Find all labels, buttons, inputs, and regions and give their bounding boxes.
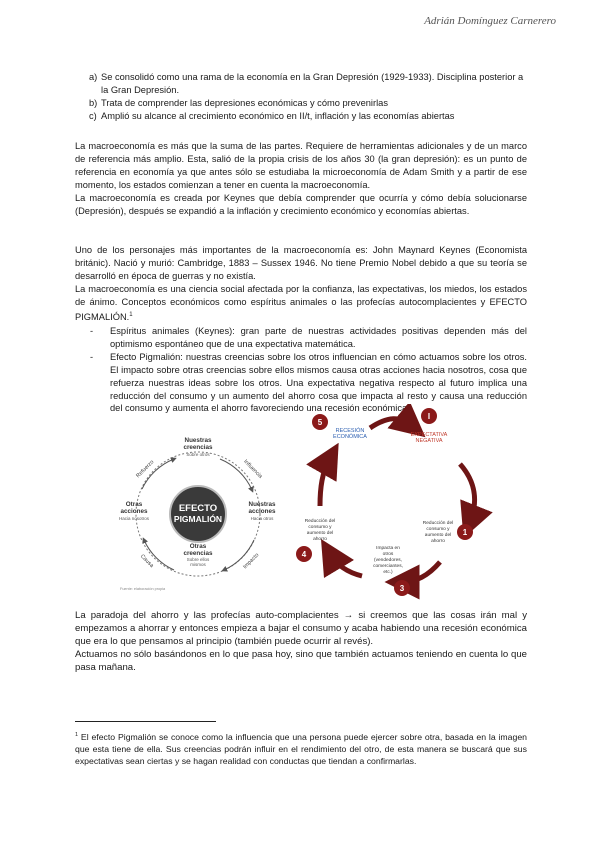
node-top-line1: Nuestras (184, 437, 212, 444)
step4-line1: Reducción del (304, 519, 336, 524)
footnote-text: El efecto Pigmalión se conoce como la influencia que una persona puede ejercer sobre otra, basada en la imagen que esta tiene de ella. Sus creencias podrán influir en el rendimiento del otro, de esta manera se buscará que sus expectativas sean ciertas y se hagan realidad con conductas que tiendan a confirmarlas. (75, 731, 528, 767)
cycle-arrow-2 (460, 464, 475, 522)
list-item-text: Trata de comprender las depresiones económicas y cómo prevenirlas (101, 97, 388, 108)
author-name: Adrián Domínguez Carnerero (424, 15, 556, 27)
recession-cycle-diagram (290, 404, 500, 600)
paragraph-macro-intro: La macroeconomía es más que la suma de las partes. Requiere de herramientas adicionales y de un marco de referencia más amplio. Esta, salió de la propia crisis de los años 30 (la gran depresión): es un punto de referencia en economía ya que antes sólo se estudiaba la microeconomía de Adam Smith y a partir de ese momento, los estados comienzan a tener en cuenta la macroeconomía. (75, 141, 527, 190)
paragraph-tomorrow: Actuamos no sólo basándonos en lo que pasa hoy, sino que también actuamos teniendo en cuenta lo que pasa mañana. (75, 649, 527, 674)
arc-label-bottom-right: Impacto (242, 552, 261, 571)
recession-line2: ECONÓMICA (333, 434, 367, 440)
concept-bullets (90, 325, 527, 415)
recession-line1: RECESIÓN (335, 428, 365, 434)
step1-line3: aumento del (424, 533, 452, 538)
footnote-divider (75, 721, 216, 722)
cycle-arrow-1 (370, 419, 412, 428)
footnote-marker: 1 (75, 732, 79, 738)
figure-caption: Fuente: elaboración propia (120, 587, 166, 591)
step-number: I (427, 412, 431, 421)
node-bottom-line2: creencias (183, 550, 213, 557)
cycle-arrow-5 (320, 458, 330, 506)
cycle-arrow-3 (402, 562, 440, 582)
step4-line4: ahorro (313, 537, 327, 542)
step3-line4: comerciantes, (373, 564, 403, 569)
center-title-line1: EFECTO (178, 503, 218, 514)
node-left-line1: Otras (125, 501, 143, 508)
bullet-marker: - (90, 326, 94, 336)
paragraph-keynes-bio: Uno de los personajes más importantes de la macroeconomía es: John Maynard Keynes (Economista británic). Nació y murió: Cambridge, 1883 – Sussex 1946. No tiene Premio Nobel debido a que su teoría se desarrolló en época de guerras y no existía. (75, 245, 527, 281)
node-right-line3: Hacia otros (250, 516, 274, 521)
step4-line3: aumento del (306, 531, 334, 536)
list-item-text: Se consolidó como una rama de la economía en la Gran Depresión (1929-1933). Disciplina posterior a la Gran Depresión. (101, 72, 524, 95)
list-marker: c) (89, 110, 97, 121)
paragraph-social-science (75, 283, 527, 324)
step3-line3: (vendedores, (374, 558, 402, 563)
footnote-reference: 1 (129, 311, 133, 318)
node-right-line1: Nuestras (248, 501, 276, 508)
list-item (90, 325, 527, 351)
step1-line4: ahorro (431, 539, 445, 544)
list-marker: a) (89, 72, 98, 82)
footnote (75, 729, 527, 768)
step4-line2: consumo y (308, 525, 332, 530)
node-left-line2: acciones (120, 508, 148, 515)
list-item (75, 97, 527, 110)
step-number: 5 (317, 418, 323, 427)
expectation-line2: NEGATIVA (415, 438, 443, 444)
node-right-line2: acciones (248, 508, 276, 515)
node-top-line3: Sobre otros (186, 452, 210, 457)
step-number: 4 (301, 550, 307, 559)
arc-label-top-right: Influencia (242, 458, 264, 480)
list-item-text: Amplió su alcance al crecimiento económico en II/t, inflación y las economías abiertas (101, 110, 455, 121)
list-marker: b) (89, 97, 98, 108)
arc-label-top-left: Refuerzo (135, 459, 156, 480)
step1-line2: consumo y (426, 527, 450, 532)
step-number: 3 (399, 584, 405, 593)
step3-line5: etc.) (383, 570, 393, 575)
pygmalion-cycle-diagram (112, 432, 282, 602)
paragraph-keynes-creation: La macroeconomía es creada por Keynes que debía comprender que ocurría y cómo debía solucionarse (Depresión), después se expandió a la inflación y crecimiento económico y economías abiertas. (75, 193, 527, 216)
step3-line1: Impacta en (376, 546, 400, 551)
step3-line2: otros (382, 552, 394, 557)
node-bottom-line3: Sobre ellos (186, 557, 210, 562)
intro-list (75, 71, 527, 123)
list-item (75, 71, 527, 97)
node-top-line2: creencias (183, 444, 213, 451)
paragraph-text: La macroeconomía es una ciencia social afectada por la confianza, las expectativas, los miedos, los estados de ánimo. Conceptos económicos como espíritus animales o las profecías autocomplacientes y EFECTO PIGMALIÓN. (75, 284, 527, 322)
cycle-arrow-4 (330, 554, 362, 576)
list-item (75, 110, 527, 123)
step1-line1: Reducción del (422, 521, 454, 526)
node-bottom-line4: mismos (190, 562, 206, 567)
step-number: 1 (462, 528, 468, 537)
node-left-line3: Hacia nosotros (118, 516, 150, 521)
arc-label-bottom-left: Causa (138, 553, 155, 570)
bullet-text: Espíritus animales (Keynes): gran parte de nuestras actividades positivas dependen más del optimismo espontáneo que de una expectativa matemática. (110, 326, 527, 349)
center-title-line2: PIGMALIÓN (173, 514, 223, 524)
node-bottom-line1: Otras (189, 543, 207, 550)
paragraph-savings-paradox: La paradoja del ahorro y las profecías auto-complacientes → si creemos que las cosas irán mal y empezamos a ahorrar y entonces empieza a bajar el consumo y acaba habiendo una recesión económica que era lo que pensamos al principio (también puede ocurrir al revés). (75, 610, 527, 648)
expectation-line1: EXPECTATIVA (410, 432, 448, 438)
bullet-marker: - (90, 351, 94, 362)
bullet-text: Efecto Pigmalión: nuestras creencias sobre los otros influencian en cómo actuamos sobre los otros. El impacto sobre otras creencias sobre ellos mismos causa otras acciones hacia nosotros, cosa que refuerza nuestras ideas sobre los otros. Una expectativa negativa respecto al futuro implica una reducción del consumo y un aumento del ahorro cosa que impacta al resto y causa una reducción del consumo y aumenta el ahorro favoreciendo una recesión económica. (110, 351, 527, 414)
